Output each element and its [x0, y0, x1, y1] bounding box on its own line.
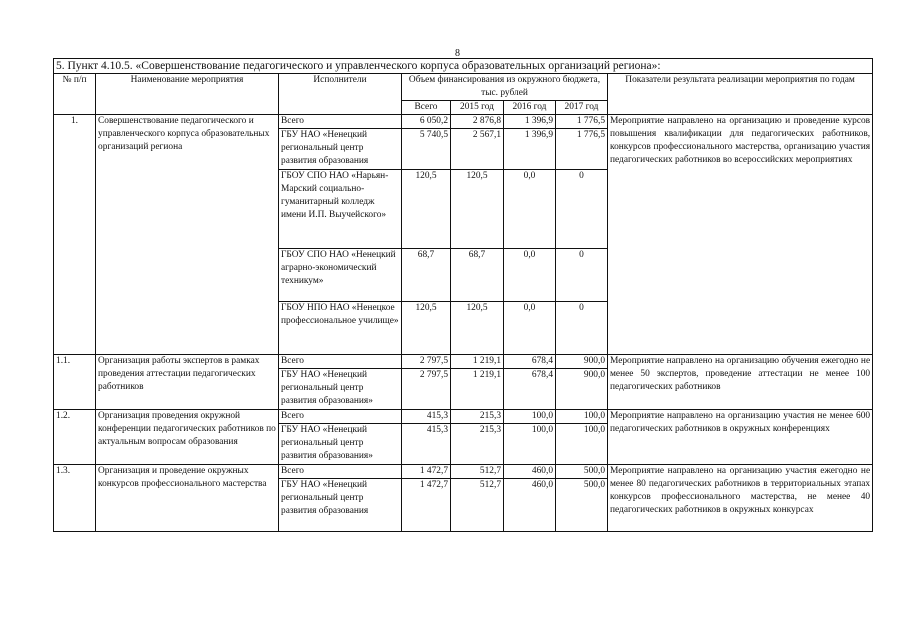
header-2015: 2015 год: [451, 101, 504, 115]
header-2016: 2016 год: [504, 101, 556, 115]
amount-2015: 1 219,1: [451, 355, 504, 369]
amount-2015: 2 567,1: [451, 129, 504, 170]
table-row: [54, 465, 873, 479]
amount-2017: 900,0: [556, 369, 608, 410]
amount-2016: 460,0: [504, 465, 556, 479]
amount-2015: 68,7: [451, 249, 504, 302]
row-name: Организация работы экспертов в рамках проведения аттестации педагогических работников: [96, 355, 279, 410]
header-2017: 2017 год: [556, 101, 608, 115]
header-results: Показатели результата реализации мероприятия по годам: [608, 74, 873, 115]
amount-2016: 100,0: [504, 410, 556, 424]
row-num: 1.1.: [54, 355, 96, 410]
row-num: 1.3.: [54, 465, 96, 532]
header-row: [54, 74, 873, 101]
amount-2015: 120,5: [451, 302, 504, 355]
row-num: 1.: [54, 115, 96, 355]
executor-cell: ГБУ НАО «Ненецкий региональный центр развития образования: [279, 479, 402, 532]
row-result: Мероприятие направлено на организацию участия не менее 600 педагогических работников в окружных конференциях: [608, 410, 873, 465]
amount-total: 2 797,5: [402, 369, 451, 410]
header-executors: Исполнители: [279, 74, 402, 115]
row-name: Организация и проведение окружных конкурсов профессионального мастерства: [96, 465, 279, 532]
amount-total: 415,3: [402, 424, 451, 465]
amount-total: 415,3: [402, 410, 451, 424]
amount-2016: 0,0: [504, 302, 556, 355]
executor-cell: ГБУ НАО «Ненецкий региональный центр развития образования»: [279, 424, 402, 465]
amount-2017: 900,0: [556, 355, 608, 369]
amount-2016: 678,4: [504, 355, 556, 369]
amount-2016: 0,0: [504, 170, 556, 249]
row-num: 1.2.: [54, 410, 96, 465]
amount-2015: 120,5: [451, 170, 504, 249]
amount-2017: 0: [556, 302, 608, 355]
amount-2017: 100,0: [556, 424, 608, 465]
row-result: Мероприятие направлено на организацию обучения ежегодно не менее 50 экспертов, проведение аттестации не менее 100 педагогических работников: [608, 355, 873, 410]
amount-total: 120,5: [402, 302, 451, 355]
amount-2015: 2 876,8: [451, 115, 504, 129]
amount-2015: 1 219,1: [451, 369, 504, 410]
amount-2016: 1 396,9: [504, 115, 556, 129]
amount-2016: 460,0: [504, 479, 556, 532]
amount-2017: 500,0: [556, 479, 608, 532]
row-name: Организация проведения окружной конференции педагогических работников по актуальным вопросам образования: [96, 410, 279, 465]
executor-cell: ГБОУ НПО НАО «Ненецкое профессиональное училище»: [279, 302, 402, 355]
executor-cell: Всего: [279, 465, 402, 479]
header-num: № п/п: [54, 74, 96, 115]
amount-2015: 215,3: [451, 424, 504, 465]
executor-cell: ГБУ НАО «Ненецкий региональный центр развития образования»: [279, 369, 402, 410]
amount-2016: 1 396,9: [504, 129, 556, 170]
executor-cell: ГБОУ СПО НАО «Нарьян-Марский социально-гуманитарный колледж имени И.П. Выучейского»: [279, 170, 402, 249]
funding-table: [53, 58, 873, 532]
row-result: Мероприятие направлено на организацию и проведение курсов повышения квалификации для педагогических работников, конкурсов профессионального мастерства, организацию участия педагогических работников во всероссийских мероприятиях: [608, 115, 873, 355]
executor-cell: Всего: [279, 355, 402, 369]
header-name: Наименование мероприятия: [96, 74, 279, 115]
amount-2015: 215,3: [451, 410, 504, 424]
header-total: Всего: [402, 101, 451, 115]
amount-2017: 0: [556, 249, 608, 302]
amount-total: 1 472,7: [402, 465, 451, 479]
amount-2015: 512,7: [451, 479, 504, 532]
amount-2016: 678,4: [504, 369, 556, 410]
table-row: [54, 115, 873, 129]
amount-total: 5 740,5: [402, 129, 451, 170]
amount-total: 2 797,5: [402, 355, 451, 369]
section-title-row: [54, 59, 873, 74]
row-name: Совершенствование педагогического и управленческого корпуса образовательных организаций региона: [96, 115, 279, 355]
executor-cell: Всего: [279, 115, 402, 129]
amount-total: 1 472,7: [402, 479, 451, 532]
executor-cell: Всего: [279, 410, 402, 424]
amount-2017: 1 776,5: [556, 115, 608, 129]
header-funding: Объем финансирования из окружного бюджета, тыс. рублей: [402, 74, 608, 101]
amount-2017: 100,0: [556, 410, 608, 424]
row-result: Мероприятие направлено на организацию участия ежегодно не менее 80 педагогических работников в территориальных этапах конкурсов профессионального мастерства, не менее 40 педагогических работников в окружных конкурсах: [608, 465, 873, 532]
section-title: 5. Пункт 4.10.5. «Совершенствование педагогического и управленческого корпуса образовательных организаций региона»:: [54, 59, 873, 74]
amount-2017: 1 776,5: [556, 129, 608, 170]
amount-2016: 0,0: [504, 249, 556, 302]
table-row: [54, 355, 873, 369]
executor-cell: ГБОУ СПО НАО «Ненецкий аграрно-экономический техникум»: [279, 249, 402, 302]
amount-total: 6 050,2: [402, 115, 451, 129]
page-number: 8: [455, 48, 460, 59]
table-row: [54, 410, 873, 424]
amount-2017: 500,0: [556, 465, 608, 479]
amount-2015: 512,7: [451, 465, 504, 479]
amount-2017: 0: [556, 170, 608, 249]
amount-2016: 100,0: [504, 424, 556, 465]
amount-total: 68,7: [402, 249, 451, 302]
amount-total: 120,5: [402, 170, 451, 249]
executor-cell: ГБУ НАО «Ненецкий региональный центр развития образования: [279, 129, 402, 170]
